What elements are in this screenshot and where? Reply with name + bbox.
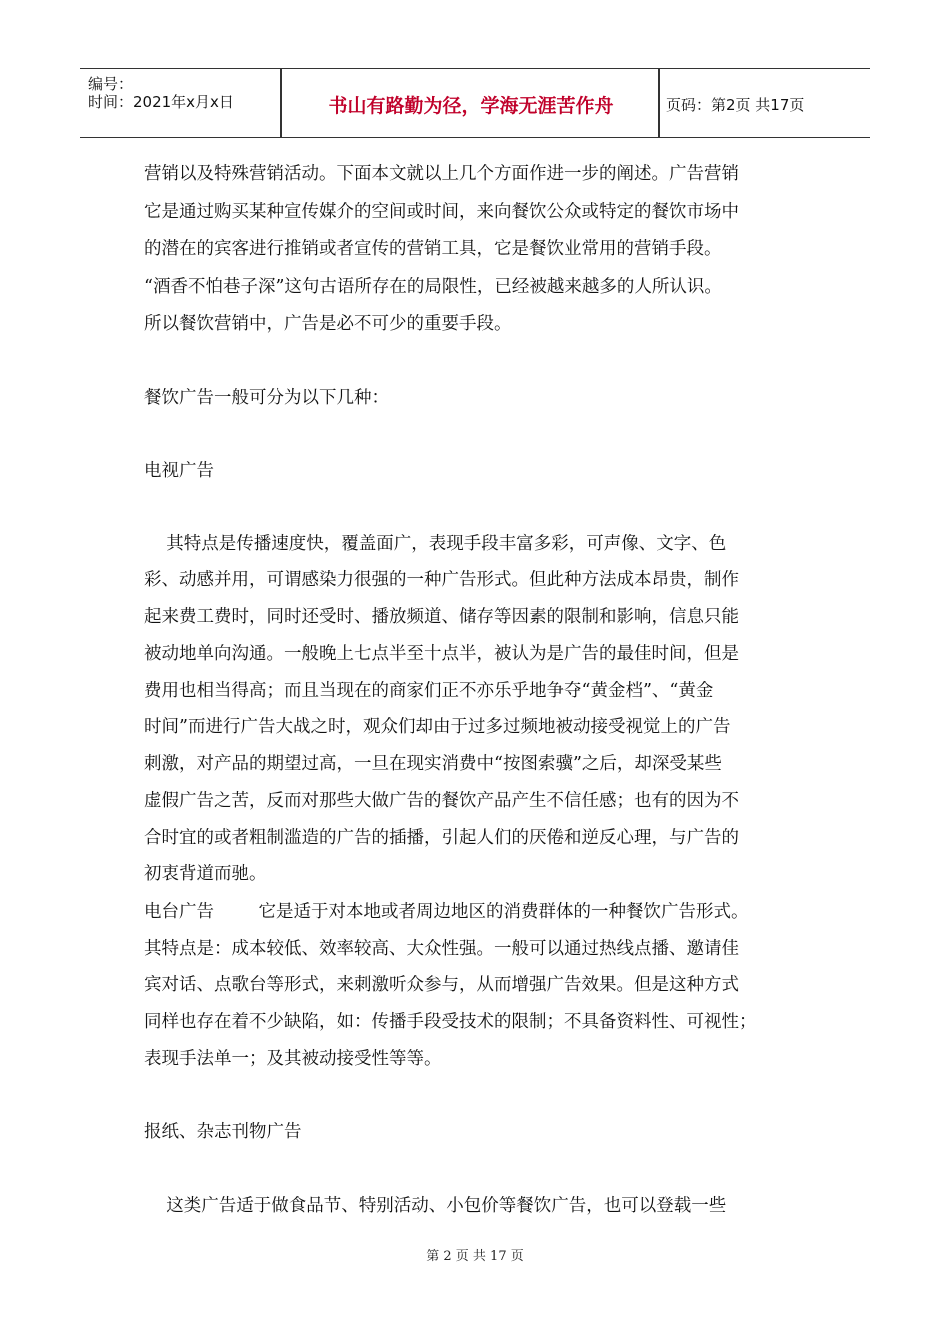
text-line: 同样也存在着不少缺陷，如：传播手段受技术的限制；不具备资料性、可视性； bbox=[144, 1012, 757, 1032]
page-info: 页码：第2页 共17页 bbox=[666, 96, 805, 114]
motto: 书山有路勤为径，学海无涯苦作舟 bbox=[328, 95, 614, 117]
text-line: 所以餐饮营销中，广告是必不可少的重要手段。 bbox=[144, 314, 512, 334]
text-line: 宾对话、点歌台等形式，来刺激听众参与，从而增强广告效果。但是这种方式 bbox=[144, 975, 739, 995]
number-label: 编号： bbox=[88, 75, 134, 93]
header-divider bbox=[658, 69, 660, 137]
section-heading: 电视广告 bbox=[144, 461, 214, 481]
text-line: 餐饮广告一般可分为以下几种： bbox=[144, 388, 389, 408]
text-line: 其特点是：成本较低、效率较高、大众性强。一般可以通过热线点播、邀请佳 bbox=[144, 939, 739, 959]
text-line: 的潜在的宾客进行推销或者宣传的营销工具，它是餐饮业常用的营销手段。 bbox=[144, 239, 722, 259]
text-line: 它是通过购买某种宣传媒介的空间或时间，来向餐饮公众或特定的餐饮市场中 bbox=[144, 202, 739, 222]
text-line: 费用也相当得高；而且当现在的商家们正不亦乐乎地争夺“黄金档”、“黄金 bbox=[144, 681, 714, 701]
text-line: 电台广告 它是适于对本地或者周边地区的消费群体的一种餐饮广告形式。 bbox=[144, 902, 749, 922]
page-header bbox=[80, 68, 870, 138]
text-line: 其特点是传播速度快，覆盖面广，表现手段丰富多彩，可声像、文字、色 bbox=[144, 534, 727, 554]
header-meta bbox=[80, 69, 280, 137]
text-line: 初衷背道而驰。 bbox=[144, 864, 267, 884]
page-footer: 第 2 页 共 17 页 bbox=[426, 1249, 524, 1264]
text-line: 这类广告适于做食品节、特别活动、小包价等餐饮广告，也可以登载一些 bbox=[144, 1196, 727, 1216]
text-line: 起来费工费时，同时还受时、播放频道、储存等因素的限制和影响，信息只能 bbox=[144, 607, 739, 627]
header-motto-cell bbox=[282, 69, 660, 137]
text-line: 时间”而进行广告大战之时，观众们却由于过多过频地被动接受视觉上的广告 bbox=[144, 717, 731, 737]
text-line: 彩、动感并用，可谓感染力很强的一种广告形式。但此种方法成本昂贵，制作 bbox=[144, 570, 739, 590]
text-line: 虚假广告之苦，反而对那些大做广告的餐饮产品产生不信任感；也有的因为不 bbox=[144, 791, 739, 811]
date-line: 时间：2021年x月x日 bbox=[88, 93, 234, 111]
text-line: “酒香不怕巷子深”这句古语所存在的局限性，已经被越来越多的人所认识。 bbox=[144, 277, 722, 297]
text-line: 合时宜的或者粗制滥造的广告的插播，引起人们的厌倦和逆反心理，与广告的 bbox=[144, 828, 739, 848]
text-line: 营销以及特殊营销活动。下面本文就以上几个方面作进一步的阐述。广告营销 bbox=[144, 164, 739, 184]
header-page-cell bbox=[666, 69, 870, 137]
text-line: 被动地单向沟通。一般晚上七点半至十点半，被认为是广告的最佳时间，但是 bbox=[144, 644, 739, 664]
text-line: 表现手法单一；及其被动接受性等等。 bbox=[144, 1049, 442, 1069]
text-line: 刺激，对产品的期望过高，一旦在现实消费中“按图索骥”之后，却深受某些 bbox=[144, 754, 722, 774]
section-heading: 报纸、杂志刊物广告 bbox=[144, 1122, 302, 1142]
